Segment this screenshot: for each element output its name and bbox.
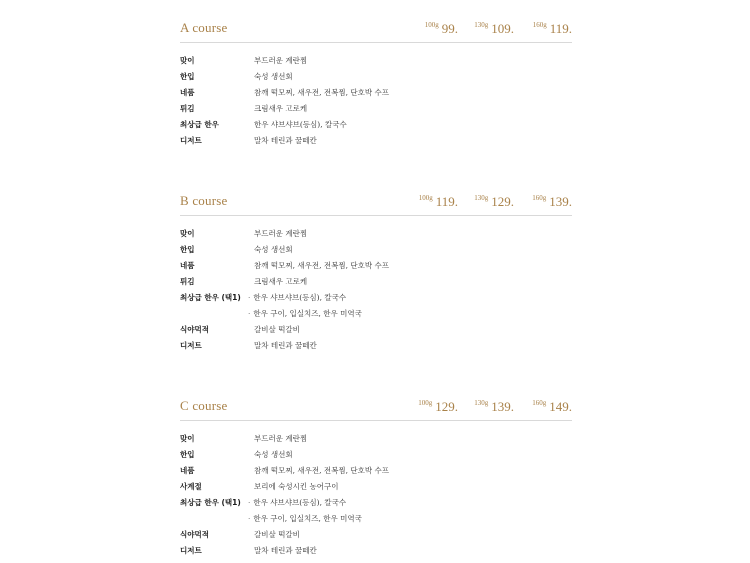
course-title: B course bbox=[180, 193, 228, 208]
menu-item bbox=[180, 322, 572, 338]
menu-item bbox=[180, 338, 572, 354]
item-dish: 참깨 떡모찌, 새우전, 전복찜, 단호박 수프 bbox=[254, 466, 389, 475]
price-weight: 100g bbox=[424, 20, 439, 29]
item-dish: · 한우 구이, 입실치즈, 한우 미역국 bbox=[248, 306, 362, 322]
item-dish: 크림새우 고로케 bbox=[254, 104, 308, 113]
course-section bbox=[180, 187, 572, 354]
item-category: 식야먹적 bbox=[180, 530, 209, 539]
item-category: 사계절 bbox=[180, 482, 202, 491]
item-dish: 말차 테린과 꿀떼칸 bbox=[254, 546, 317, 555]
price-value: 149. bbox=[549, 399, 572, 414]
menu-item bbox=[180, 306, 572, 322]
menu-item bbox=[180, 527, 572, 543]
item-dish: · 한우 샤브샤브(등심), 칼국수 bbox=[248, 495, 346, 511]
item-category: 네품 bbox=[180, 466, 195, 475]
menu-item bbox=[180, 511, 572, 527]
price-weight: 130g bbox=[474, 193, 489, 202]
item-category: 한입 bbox=[180, 245, 195, 254]
item-dish: · 한우 샤브샤브(등심), 칼국수 bbox=[248, 290, 346, 306]
price-value: 129. bbox=[491, 194, 514, 209]
item-category: 식야먹적 bbox=[180, 325, 209, 334]
menu-item bbox=[180, 495, 572, 511]
item-category: 맞이 bbox=[180, 229, 195, 238]
item-category: 디저트 bbox=[180, 136, 202, 145]
item-dish: 부드러운 계란찜 bbox=[254, 56, 308, 65]
course-title: C course bbox=[180, 398, 228, 413]
item-dish: 숙성 생선회 bbox=[254, 245, 293, 254]
item-dish: 참깨 떡모찌, 새우전, 전복찜, 단호박 수프 bbox=[254, 88, 389, 97]
item-dish: 한우 샤브샤브(등심), 칼국수 bbox=[254, 120, 347, 129]
item-category: 맞이 bbox=[180, 434, 195, 443]
item-category: 한입 bbox=[180, 72, 195, 81]
menu-item bbox=[180, 242, 572, 258]
price-option bbox=[533, 18, 572, 37]
price-option bbox=[532, 191, 572, 210]
course-header bbox=[180, 187, 572, 216]
item-category: 튀김 bbox=[180, 104, 195, 113]
item-category: 최상급 한우 bbox=[180, 120, 219, 129]
price-weight: 160g bbox=[532, 193, 547, 202]
menu-item bbox=[180, 117, 572, 133]
item-dish: 숙성 생선회 bbox=[254, 72, 293, 81]
item-dish: 부드러운 계란찜 bbox=[254, 229, 308, 238]
item-dish: 크림새우 고로케 bbox=[254, 277, 308, 286]
price-weight: 160g bbox=[532, 398, 547, 407]
item-dish: · 한우 구이, 입실치즈, 한우 미역국 bbox=[248, 511, 362, 527]
menu-item bbox=[180, 290, 572, 306]
item-category: 디저트 bbox=[180, 546, 202, 555]
price-option bbox=[474, 396, 514, 415]
item-category: 맞이 bbox=[180, 56, 195, 65]
course-items bbox=[180, 431, 572, 559]
price-value: 99. bbox=[441, 21, 458, 36]
course-title: A course bbox=[180, 20, 228, 35]
item-dish: 참깨 떡모찌, 새우전, 전복찜, 단호박 수프 bbox=[254, 261, 389, 270]
menu-item bbox=[180, 463, 572, 479]
item-category: 네품 bbox=[180, 261, 195, 270]
menu-item bbox=[180, 479, 572, 495]
price-option bbox=[425, 18, 458, 37]
menu-item bbox=[180, 53, 572, 69]
item-dish: 말차 테린과 꿀떼칸 bbox=[254, 136, 317, 145]
item-category: 네품 bbox=[180, 88, 195, 97]
item-category: 한입 bbox=[180, 450, 195, 459]
course-items bbox=[180, 53, 572, 149]
item-category: 디저트 bbox=[180, 341, 202, 350]
price-value: 109. bbox=[491, 21, 514, 36]
item-dish: 갈비살 떡갈비 bbox=[254, 530, 300, 539]
item-category: 최상급 한우 (택1) bbox=[180, 498, 241, 507]
price-value: 119. bbox=[435, 194, 458, 209]
item-dish: 갈비살 떡갈비 bbox=[254, 325, 300, 334]
menu-item bbox=[180, 133, 572, 149]
price-value: 129. bbox=[435, 399, 458, 414]
price-weight: 130g bbox=[474, 398, 489, 407]
item-dish: 부드러운 계란찜 bbox=[254, 434, 308, 443]
menu-item bbox=[180, 85, 572, 101]
price-weight: 100g bbox=[418, 193, 433, 202]
menu-item bbox=[180, 258, 572, 274]
price-option bbox=[474, 18, 514, 37]
menu-item bbox=[180, 226, 572, 242]
menu-item bbox=[180, 274, 572, 290]
course-section bbox=[180, 14, 572, 149]
course-section bbox=[180, 392, 572, 559]
menu-item bbox=[180, 431, 572, 447]
price-value: 139. bbox=[549, 194, 572, 209]
price-option bbox=[474, 191, 514, 210]
menu-item bbox=[180, 69, 572, 85]
price-option bbox=[418, 396, 458, 415]
course-header bbox=[180, 392, 572, 421]
item-dish: 보리에 숙성시킨 농어구이 bbox=[254, 482, 339, 491]
price-option bbox=[532, 396, 572, 415]
course-items bbox=[180, 226, 572, 354]
price-weight: 100g bbox=[418, 398, 433, 407]
course-header bbox=[180, 14, 572, 43]
menu-item bbox=[180, 101, 572, 117]
item-category: 최상급 한우 (택1) bbox=[180, 293, 241, 302]
price-weight: 130g bbox=[474, 20, 489, 29]
item-category: 튀김 bbox=[180, 277, 195, 286]
menu-item bbox=[180, 543, 572, 559]
price-option bbox=[419, 191, 458, 210]
item-dish: 말차 테린과 꿀떼칸 bbox=[254, 341, 317, 350]
price-value: 119. bbox=[549, 21, 572, 36]
price-value: 139. bbox=[491, 399, 514, 414]
menu-item bbox=[180, 447, 572, 463]
item-dish: 숙성 생선회 bbox=[254, 450, 293, 459]
price-weight: 160g bbox=[532, 20, 547, 29]
